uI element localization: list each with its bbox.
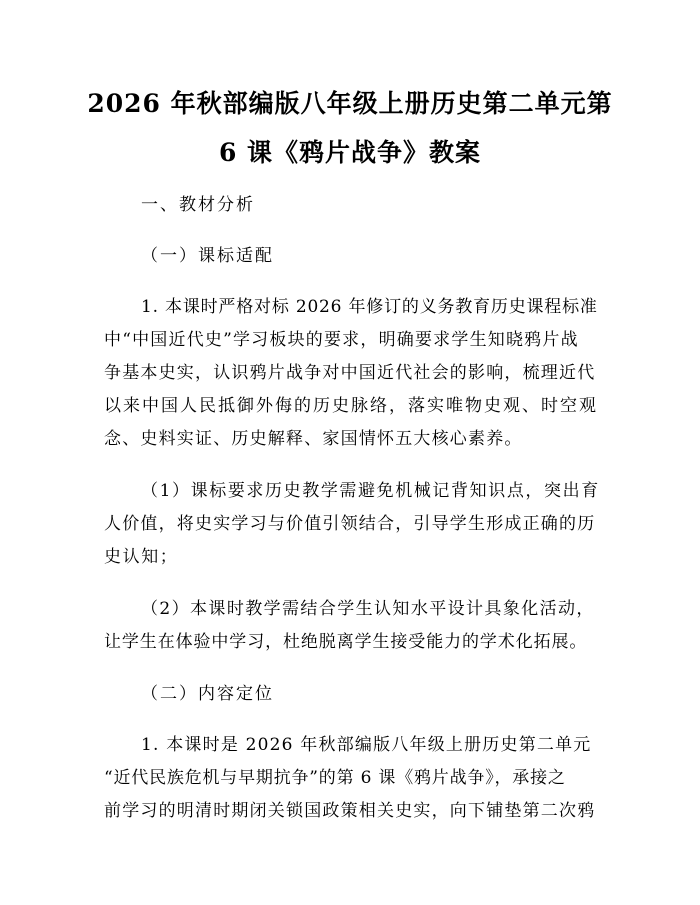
paragraph-line: 1. 本课时是 2026 年秋部编版八年级上册历史第二单元 bbox=[141, 735, 592, 755]
paragraph-line: 前学习的明清时期闭关锁国政策相关史实，向下铺垫第二次鸦 bbox=[104, 801, 596, 821]
paragraph-line: 念、史料实证、历史解释、家国情怀五大核心素养。 bbox=[104, 429, 523, 449]
document-title-line-1: 2026 年秋部编版八年级上册历史第二单元第 bbox=[87, 89, 613, 118]
paragraph-line: 让学生在体验中学习，杜绝脱离学生接受能力的学术化拓展。 bbox=[104, 632, 588, 652]
subsection-heading-curriculum: （一）课标适配 bbox=[141, 246, 274, 266]
paragraph-line: 争基本史实，认识鸦片战争对中国近代社会的影响，梳理近代 bbox=[104, 363, 596, 383]
paragraph-line: （1）课标要求历史教学需避免机械记背知识点，突出育 bbox=[141, 481, 600, 501]
paragraph-line: 史认知； bbox=[104, 547, 179, 567]
paragraph-line: （2）本课时教学需结合学生认知水平设计具象化活动， bbox=[141, 599, 595, 619]
paragraph-line: 中“中国近代史”学习板块的要求，明确要求学生知晓鸦片战 bbox=[104, 330, 579, 350]
section-heading-textbook-analysis: 一、教材分析 bbox=[141, 195, 255, 215]
paragraph-line: 人价值，将史实学习与价值引领结合，引导学生形成正确的历 bbox=[104, 514, 596, 534]
paragraph-line: 1. 本课时严格对标 2026 年修订的义务教育历史课程标准 bbox=[141, 297, 598, 317]
subsection-heading-content: （二）内容定位 bbox=[141, 684, 274, 704]
document-title-line-2: 6 课《鸦片战争》教案 bbox=[218, 138, 482, 167]
paragraph-line: “近代民族危机与早期抗争”的第 6 课《鸦片战争》，承接之 bbox=[104, 768, 566, 788]
paragraph-line: 以来中国人民抵御外侮的历史脉络，落实唯物史观、时空观 bbox=[104, 396, 598, 416]
